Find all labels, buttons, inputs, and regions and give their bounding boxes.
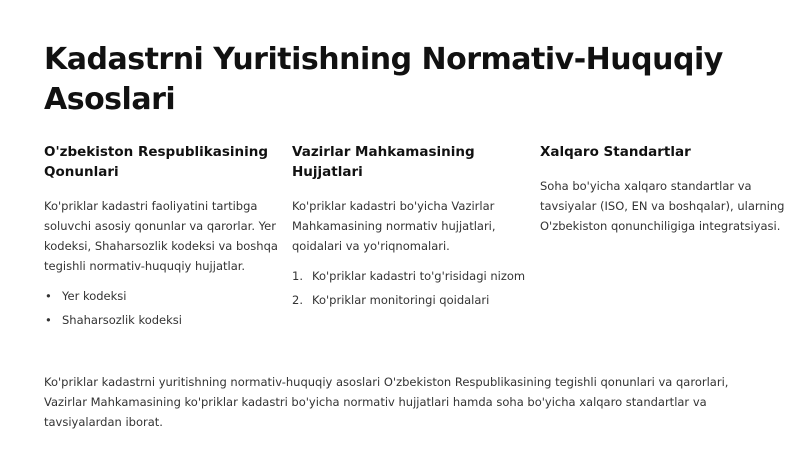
columns (44, 142, 785, 332)
column-heading: Xalqaro Standartlar (540, 144, 691, 160)
list-item (292, 266, 540, 286)
summary-paragraph: Ko'priklar kadastrni yuritishning normativ-huquqiy asoslari O'zbekiston Respublikasining tegishli qonunlari va qarorlari, Vazirlar Mahkamasining ko'priklar kadastri bo'yicha normativ hujjatlari hamda soha bo'yicha xalqaro standartlar va tavsiyalardan iborat. (44, 375, 729, 429)
list-item-label: Yer kodeksi (62, 289, 127, 303)
list-item-label: Ko'priklar monitoringi qoidalari (312, 293, 490, 307)
column-laws (44, 142, 292, 332)
column-text: Ko'priklar kadastri bo'yicha Vazirlar Mahkamasining normativ hujjatlari, qoidalari va yo'riqnomalari. (292, 199, 496, 253)
list-item-label: Shaharsozlik kodeksi (62, 313, 182, 327)
numbered-list (292, 266, 540, 310)
list-item (292, 290, 540, 310)
column-heading: Vazirlar Mahkamasining Hujjatlari (292, 144, 475, 180)
column-international-standards (540, 142, 788, 332)
bullet-icon: • (45, 313, 52, 327)
list-item-label: Ko'priklar kadastri to'g'risidagi nizom (312, 269, 526, 283)
list-item (44, 284, 292, 308)
page-title: Kadastrni Yuritishning Normativ-Huquqiy Asoslari (44, 42, 723, 117)
column-text: Soha bo'yicha xalqaro standartlar va tavsiyalar (ISO, EN va boshqalar), ularning O'zbekiston qonunchiligiga integratsiyasi. (540, 179, 785, 233)
column-text: Ko'priklar kadastri faoliyatini tartibga soluvchi asosiy qonunlar va qarorlar. Yer kodeksi, Shaharsozlik kodeksi va boshqa tegishli normativ-huquqiy hujjatlar. (44, 199, 278, 273)
column-cabinet-documents (292, 142, 540, 332)
bullet-icon: • (45, 289, 52, 303)
list-item (44, 308, 292, 332)
list-item-number: 2. (292, 293, 303, 307)
column-heading: O'zbekiston Respublikasining Qonunlari (44, 144, 269, 180)
list-item-number: 1. (292, 269, 303, 283)
bullet-list (44, 284, 292, 332)
